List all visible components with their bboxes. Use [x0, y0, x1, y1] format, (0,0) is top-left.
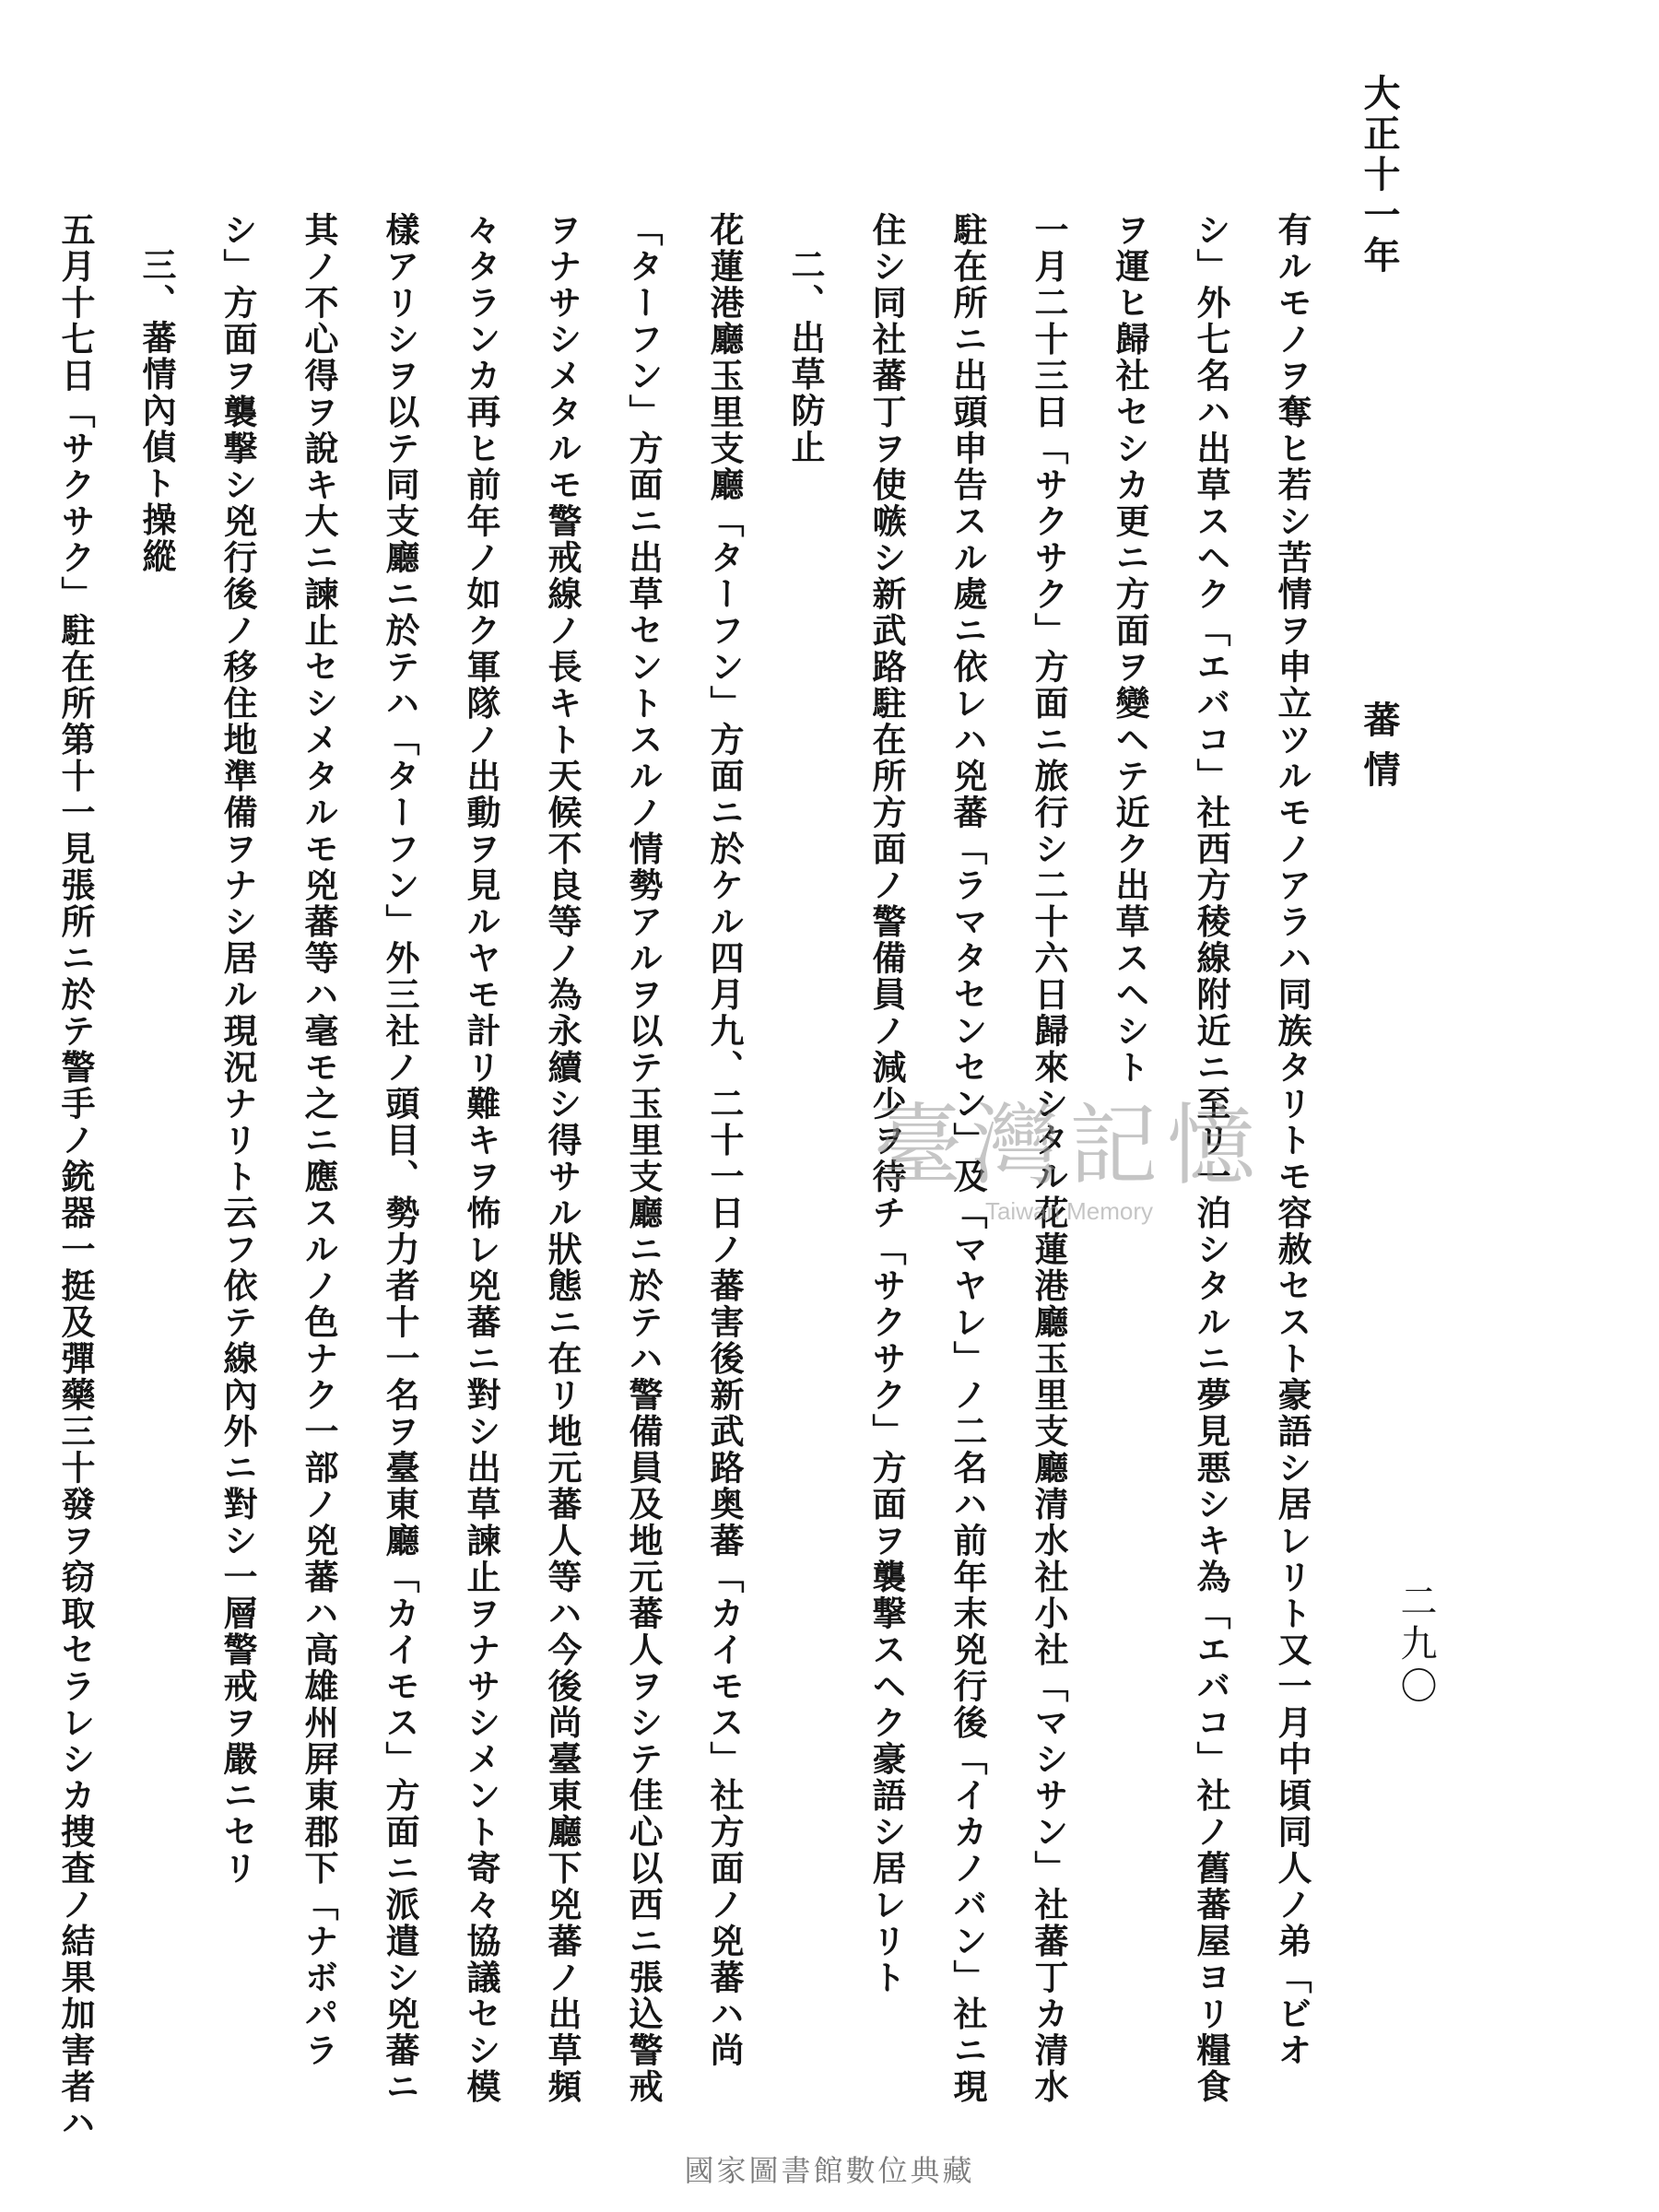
watermark-subtext: Taiwan Memory: [984, 1197, 1154, 1225]
text-column: 々タランカ再ヒ前年ノ如ク軍隊ノ出動ヲ見ルヤモ計リ難キヲ怖レ兇蕃ニ對シ出草諫止ヲナサシメント寄々協議セシ模: [461, 212, 501, 2105]
text-column: 一月二十三日「サクサク」方面ニ旅行シ二十六日歸來シタル花蓮港廳玉里支廳清水社小社「マシサン」社蕃丁カ清水: [1029, 212, 1069, 2105]
text-column: 樣アリシヲ以テ同支廳ニ於テハ「ターフン」外三社ノ頭目、勢力者十一名ヲ臺東廳「カイモス」方面ニ派遣シ兇蕃ニ: [380, 212, 420, 2105]
section-heading: 三、蕃情內偵ト操縱: [136, 247, 177, 575]
text-column: 住シ同社蕃丁ヲ使嗾シ新武路駐在所方面ノ警備員ノ減少ヲ待チ「サクサク」方面ヲ襲撃スヘク豪語シ居レリト: [866, 212, 907, 1996]
text-column: 駐在所ニ出頭申告スル處ニ依レハ兇蕃「ラマタセンセン」及「マヤレ」ノ二名ハ前年末兇行後「イカノバン」社ニ現: [947, 212, 988, 2105]
text-column: シ」方面ヲ襲撃シ兇行後ノ移住地準備ヲナシ居ル現況ナリト云フ依テ線內外ニ對シ一層警戒ヲ嚴ニセリ: [218, 212, 258, 1887]
text-column: ヲナサシメタルモ警戒線ノ長キト天候不良等ノ為永續シ得サル狀態ニ在リ地元蕃人等ハ今後尚臺東廳下兇蕃ノ出草頻: [542, 212, 582, 2105]
section-heading: 二、出草防止: [785, 247, 826, 465]
text-column: ヲ運ヒ歸社セシカ更ニ方面ヲ變ヘテ近ク出草スヘシト: [1110, 212, 1150, 1086]
footer-credit: 國家圖書館數位典藏: [684, 2153, 975, 2188]
text-column: 其ノ不心得ヲ說キ大ニ諫止セシメタルモ兇蕃等ハ毫モ之ニ應スルノ色ナク一部ノ兇蕃ハ高雄州屛東郡下「ナボパラ: [299, 212, 339, 2069]
text-column: 有ルモノヲ奪ヒ若シ苦情ヲ申立ツルモノアラハ同族タリトモ容赦セスト豪語シ居レリト又一月中頃同人ノ弟「ビオ: [1272, 212, 1312, 2069]
text-column: 「ターフン」方面ニ出草セントスルノ情勢アルヲ以テ玉里支廳ニ於テハ警備員及地元蕃人ヲシテ佳心以西ニ張込警戒: [623, 212, 664, 2105]
text-column: 花蓮港廳玉里支廳「ターフン」方面ニ於ケル四月九、二十一日ノ蕃害後新武路奥蕃「カイモス」社方面ノ兇蕃ハ尚: [704, 212, 745, 2069]
watermark-text: 臺灣記憶: [874, 1094, 1265, 1197]
page-number: 二九〇: [1394, 1582, 1437, 1709]
running-header-title: 大正十一年: [1358, 74, 1401, 276]
text-column: 五月十七日「サクサク」駐在所第十一見張所ニ於テ警手ノ銃器一挺及彈藥三十發ヲ窃取セラレシカ捜査ノ結果加害者ハ: [55, 212, 96, 2142]
text-column: シ」外七名ハ出草スヘク「エバコ」社西方稜線附近ニ至リ一泊シタルニ夢見悪シキ為「エバコ」社ノ舊蕃屋ヨリ糧食: [1191, 212, 1231, 2105]
running-header-section: 蕃情: [1358, 700, 1401, 800]
